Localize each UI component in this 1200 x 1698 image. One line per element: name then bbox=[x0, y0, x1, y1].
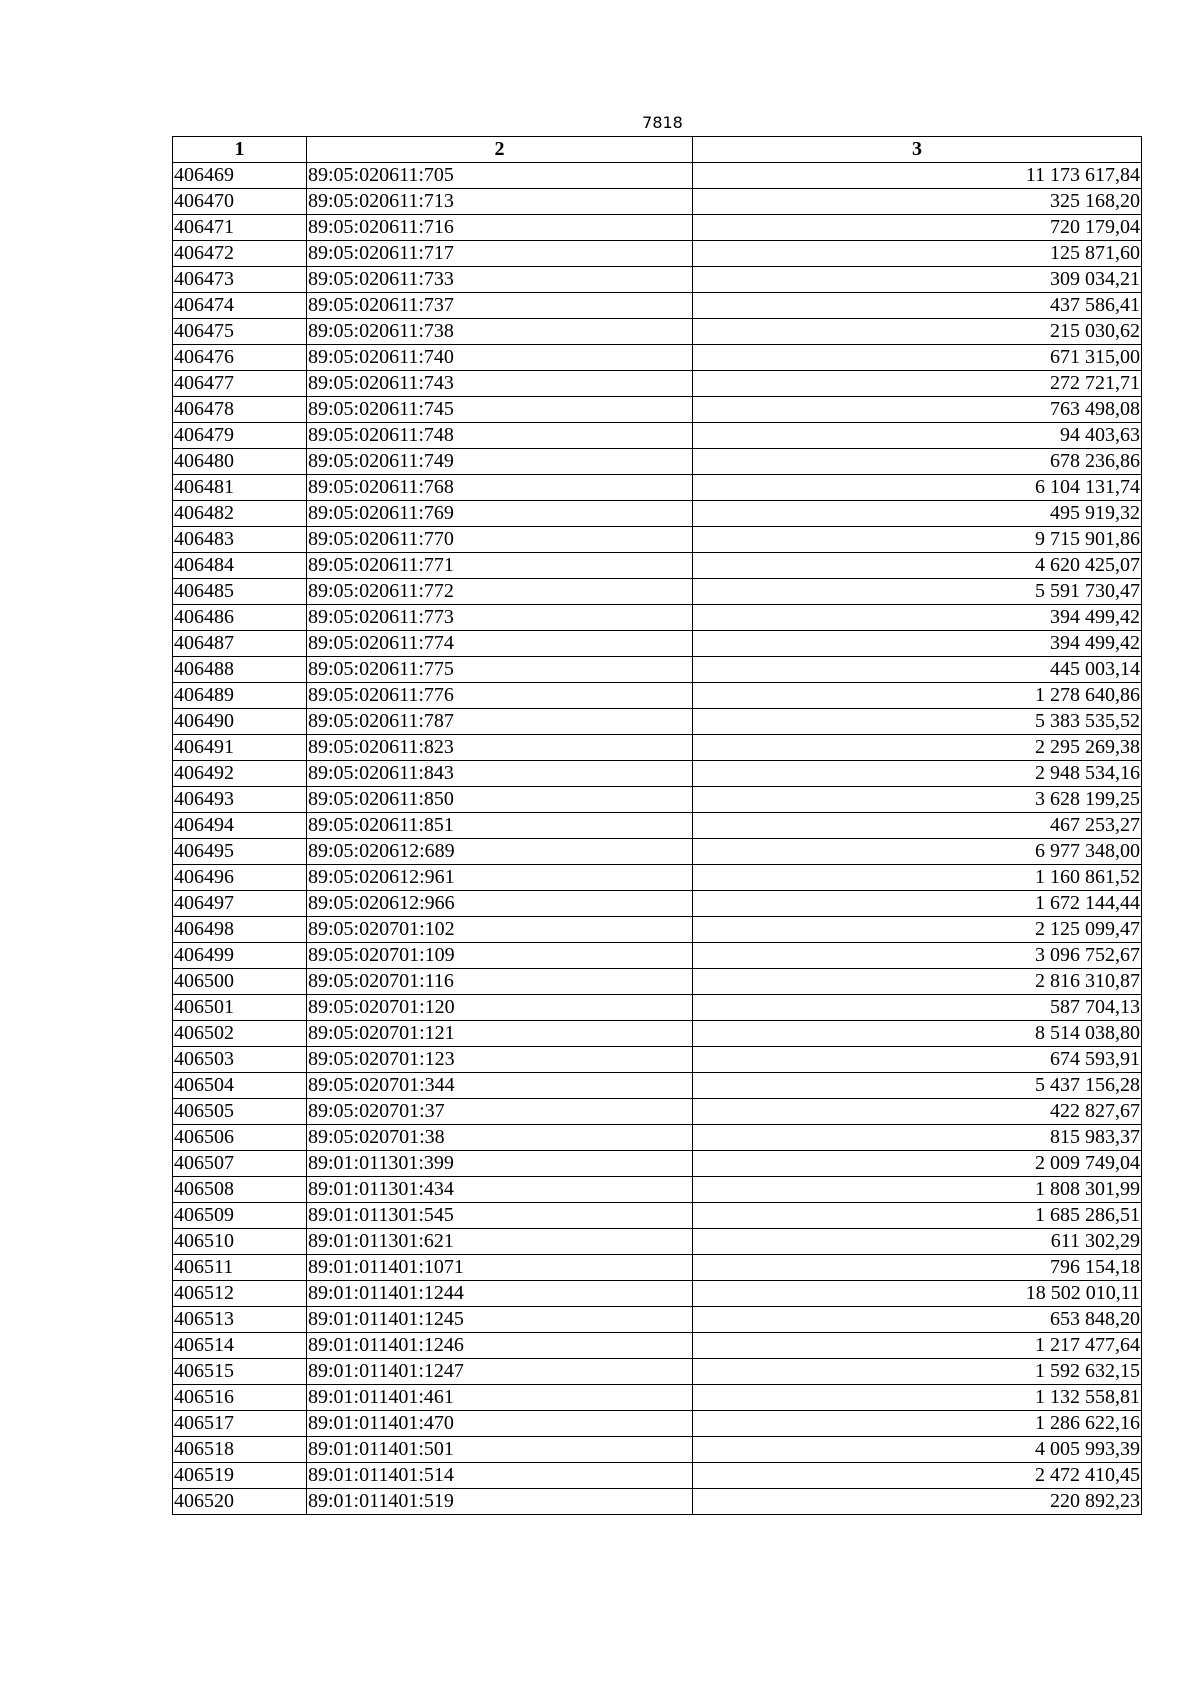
table-row bbox=[173, 683, 1142, 709]
cadastral-number-cell: 89:05:020611:749 bbox=[307, 449, 693, 475]
cadastral-number-cell: 89:05:020701:38 bbox=[307, 1125, 693, 1151]
cadastral-number-cell: 89:05:020611:773 bbox=[307, 605, 693, 631]
table-row bbox=[173, 1229, 1142, 1255]
cadastral-number-cell: 89:05:020611:740 bbox=[307, 345, 693, 371]
table-row bbox=[173, 1281, 1142, 1307]
value-cell: 1 286 622,16 bbox=[693, 1411, 1142, 1437]
cadastral-number-cell: 89:05:020611:738 bbox=[307, 319, 693, 345]
table-row bbox=[173, 865, 1142, 891]
row-number-cell: 406508 bbox=[173, 1177, 307, 1203]
value-cell: 495 919,32 bbox=[693, 501, 1142, 527]
cadastral-number-cell: 89:01:011301:434 bbox=[307, 1177, 693, 1203]
value-cell: 678 236,86 bbox=[693, 449, 1142, 475]
table-row bbox=[173, 293, 1142, 319]
value-cell: 2 816 310,87 bbox=[693, 969, 1142, 995]
value-cell: 2 295 269,38 bbox=[693, 735, 1142, 761]
value-cell: 720 179,04 bbox=[693, 215, 1142, 241]
row-number-cell: 406485 bbox=[173, 579, 307, 605]
row-number-cell: 406519 bbox=[173, 1463, 307, 1489]
value-cell: 674 593,91 bbox=[693, 1047, 1142, 1073]
cadastral-number-cell: 89:05:020611:772 bbox=[307, 579, 693, 605]
cadastral-number-cell: 89:01:011401:1071 bbox=[307, 1255, 693, 1281]
cadastral-number-cell: 89:05:020611:733 bbox=[307, 267, 693, 293]
row-number-cell: 406492 bbox=[173, 761, 307, 787]
table-row bbox=[173, 1099, 1142, 1125]
row-number-cell: 406476 bbox=[173, 345, 307, 371]
cadastral-number-cell: 89:05:020611:717 bbox=[307, 241, 693, 267]
value-cell: 1 278 640,86 bbox=[693, 683, 1142, 709]
table-row bbox=[173, 423, 1142, 449]
row-number-cell: 406486 bbox=[173, 605, 307, 631]
value-cell: 394 499,42 bbox=[693, 631, 1142, 657]
row-number-cell: 406471 bbox=[173, 215, 307, 241]
table-row bbox=[173, 1385, 1142, 1411]
table-row bbox=[173, 839, 1142, 865]
row-number-cell: 406496 bbox=[173, 865, 307, 891]
cadastral-number-cell: 89:05:020701:37 bbox=[307, 1099, 693, 1125]
table-row bbox=[173, 1307, 1142, 1333]
cadastral-number-cell: 89:05:020701:123 bbox=[307, 1047, 693, 1073]
cadastral-number-cell: 89:01:011401:514 bbox=[307, 1463, 693, 1489]
table-row bbox=[173, 943, 1142, 969]
cadastral-number-cell: 89:01:011301:545 bbox=[307, 1203, 693, 1229]
table-body bbox=[173, 163, 1142, 1515]
cadastral-number-cell: 89:01:011401:1245 bbox=[307, 1307, 693, 1333]
column-header-2: 2 bbox=[307, 137, 693, 163]
value-cell: 3 628 199,25 bbox=[693, 787, 1142, 813]
table-row bbox=[173, 1073, 1142, 1099]
cadastral-number-cell: 89:05:020701:116 bbox=[307, 969, 693, 995]
value-cell: 2 125 099,47 bbox=[693, 917, 1142, 943]
table-row bbox=[173, 397, 1142, 423]
row-number-cell: 406474 bbox=[173, 293, 307, 319]
cadastral-number-cell: 89:05:020611:770 bbox=[307, 527, 693, 553]
row-number-cell: 406494 bbox=[173, 813, 307, 839]
table-row bbox=[173, 891, 1142, 917]
row-number-cell: 406501 bbox=[173, 995, 307, 1021]
column-header-3: 3 bbox=[693, 137, 1142, 163]
cadastral-number-cell: 89:05:020611:743 bbox=[307, 371, 693, 397]
table-row bbox=[173, 1177, 1142, 1203]
value-cell: 325 168,20 bbox=[693, 189, 1142, 215]
row-number-cell: 406482 bbox=[173, 501, 307, 527]
value-cell: 1 132 558,81 bbox=[693, 1385, 1142, 1411]
row-number-cell: 406495 bbox=[173, 839, 307, 865]
table-row bbox=[173, 319, 1142, 345]
row-number-cell: 406513 bbox=[173, 1307, 307, 1333]
table-row bbox=[173, 553, 1142, 579]
table-row bbox=[173, 709, 1142, 735]
value-cell: 437 586,41 bbox=[693, 293, 1142, 319]
value-cell: 1 592 632,15 bbox=[693, 1359, 1142, 1385]
cadastral-number-cell: 89:01:011301:399 bbox=[307, 1151, 693, 1177]
value-cell: 9 715 901,86 bbox=[693, 527, 1142, 553]
value-cell: 394 499,42 bbox=[693, 605, 1142, 631]
row-number-cell: 406484 bbox=[173, 553, 307, 579]
cadastral-number-cell: 89:05:020611:775 bbox=[307, 657, 693, 683]
cadastral-number-cell: 89:05:020701:121 bbox=[307, 1021, 693, 1047]
value-cell: 1 685 286,51 bbox=[693, 1203, 1142, 1229]
table-row bbox=[173, 969, 1142, 995]
row-number-cell: 406479 bbox=[173, 423, 307, 449]
table-row bbox=[173, 371, 1142, 397]
cadastral-number-cell: 89:01:011401:519 bbox=[307, 1489, 693, 1515]
table-row bbox=[173, 917, 1142, 943]
table-row bbox=[173, 1359, 1142, 1385]
cadastral-number-cell: 89:05:020611:737 bbox=[307, 293, 693, 319]
value-cell: 2 472 410,45 bbox=[693, 1463, 1142, 1489]
cadastral-number-cell: 89:05:020611:748 bbox=[307, 423, 693, 449]
table-row bbox=[173, 605, 1142, 631]
table-row bbox=[173, 1047, 1142, 1073]
cadastral-number-cell: 89:01:011401:1247 bbox=[307, 1359, 693, 1385]
row-number-cell: 406473 bbox=[173, 267, 307, 293]
value-cell: 309 034,21 bbox=[693, 267, 1142, 293]
cadastral-number-cell: 89:01:011401:501 bbox=[307, 1437, 693, 1463]
row-number-cell: 406505 bbox=[173, 1099, 307, 1125]
value-cell: 763 498,08 bbox=[693, 397, 1142, 423]
table-row bbox=[173, 1151, 1142, 1177]
value-cell: 272 721,71 bbox=[693, 371, 1142, 397]
row-number-cell: 406509 bbox=[173, 1203, 307, 1229]
value-cell: 4 620 425,07 bbox=[693, 553, 1142, 579]
cadastral-number-cell: 89:05:020611:843 bbox=[307, 761, 693, 787]
value-cell: 5 437 156,28 bbox=[693, 1073, 1142, 1099]
column-header-1: 1 bbox=[173, 137, 307, 163]
row-number-cell: 406491 bbox=[173, 735, 307, 761]
row-number-cell: 406514 bbox=[173, 1333, 307, 1359]
table-row bbox=[173, 631, 1142, 657]
value-cell: 8 514 038,80 bbox=[693, 1021, 1142, 1047]
row-number-cell: 406503 bbox=[173, 1047, 307, 1073]
registry-table bbox=[172, 136, 1142, 1515]
table-row bbox=[173, 241, 1142, 267]
value-cell: 18 502 010,11 bbox=[693, 1281, 1142, 1307]
value-cell: 422 827,67 bbox=[693, 1099, 1142, 1125]
row-number-cell: 406472 bbox=[173, 241, 307, 267]
value-cell: 215 030,62 bbox=[693, 319, 1142, 345]
value-cell: 1 672 144,44 bbox=[693, 891, 1142, 917]
cadastral-number-cell: 89:01:011401:1246 bbox=[307, 1333, 693, 1359]
row-number-cell: 406497 bbox=[173, 891, 307, 917]
row-number-cell: 406507 bbox=[173, 1151, 307, 1177]
table-row bbox=[173, 1333, 1142, 1359]
value-cell: 3 096 752,67 bbox=[693, 943, 1142, 969]
table-row bbox=[173, 449, 1142, 475]
table-header bbox=[173, 137, 1142, 163]
row-number-cell: 406493 bbox=[173, 787, 307, 813]
cadastral-number-cell: 89:05:020612:689 bbox=[307, 839, 693, 865]
row-number-cell: 406502 bbox=[173, 1021, 307, 1047]
table-row bbox=[173, 579, 1142, 605]
row-number-cell: 406506 bbox=[173, 1125, 307, 1151]
table-row bbox=[173, 813, 1142, 839]
row-number-cell: 406490 bbox=[173, 709, 307, 735]
table-row bbox=[173, 189, 1142, 215]
cadastral-number-cell: 89:05:020701:102 bbox=[307, 917, 693, 943]
table-row bbox=[173, 345, 1142, 371]
table-row bbox=[173, 501, 1142, 527]
value-cell: 467 253,27 bbox=[693, 813, 1142, 839]
value-cell: 220 892,23 bbox=[693, 1489, 1142, 1515]
table-row bbox=[173, 163, 1142, 189]
table-row bbox=[173, 1021, 1142, 1047]
cadastral-number-cell: 89:05:020611:716 bbox=[307, 215, 693, 241]
row-number-cell: 406517 bbox=[173, 1411, 307, 1437]
row-number-cell: 406475 bbox=[173, 319, 307, 345]
value-cell: 94 403,63 bbox=[693, 423, 1142, 449]
row-number-cell: 406518 bbox=[173, 1437, 307, 1463]
row-number-cell: 406500 bbox=[173, 969, 307, 995]
row-number-cell: 406515 bbox=[173, 1359, 307, 1385]
header-row bbox=[173, 137, 1142, 163]
cadastral-number-cell: 89:05:020611:745 bbox=[307, 397, 693, 423]
cadastral-number-cell: 89:05:020611:823 bbox=[307, 735, 693, 761]
value-cell: 125 871,60 bbox=[693, 241, 1142, 267]
cadastral-number-cell: 89:05:020701:344 bbox=[307, 1073, 693, 1099]
table-row bbox=[173, 1411, 1142, 1437]
cadastral-number-cell: 89:05:020611:713 bbox=[307, 189, 693, 215]
table-row bbox=[173, 1489, 1142, 1515]
table-row bbox=[173, 735, 1142, 761]
cadastral-number-cell: 89:05:020611:774 bbox=[307, 631, 693, 657]
cadastral-number-cell: 89:05:020701:120 bbox=[307, 995, 693, 1021]
table-row bbox=[173, 761, 1142, 787]
row-number-cell: 406483 bbox=[173, 527, 307, 553]
cadastral-number-cell: 89:01:011401:470 bbox=[307, 1411, 693, 1437]
cadastral-number-cell: 89:05:020701:109 bbox=[307, 943, 693, 969]
cadastral-number-cell: 89:05:020611:705 bbox=[307, 163, 693, 189]
row-number-cell: 406499 bbox=[173, 943, 307, 969]
row-number-cell: 406489 bbox=[173, 683, 307, 709]
row-number-cell: 406477 bbox=[173, 371, 307, 397]
value-cell: 1 160 861,52 bbox=[693, 865, 1142, 891]
value-cell: 1 217 477,64 bbox=[693, 1333, 1142, 1359]
table-row bbox=[173, 1437, 1142, 1463]
value-cell: 796 154,18 bbox=[693, 1255, 1142, 1281]
value-cell: 5 383 535,52 bbox=[693, 709, 1142, 735]
cadastral-number-cell: 89:05:020611:769 bbox=[307, 501, 693, 527]
page-number: 7818 bbox=[642, 113, 683, 132]
value-cell: 671 315,00 bbox=[693, 345, 1142, 371]
row-number-cell: 406487 bbox=[173, 631, 307, 657]
row-number-cell: 406512 bbox=[173, 1281, 307, 1307]
value-cell: 2 009 749,04 bbox=[693, 1151, 1142, 1177]
table-row bbox=[173, 215, 1142, 241]
value-cell: 5 591 730,47 bbox=[693, 579, 1142, 605]
cadastral-number-cell: 89:05:020611:787 bbox=[307, 709, 693, 735]
row-number-cell: 406498 bbox=[173, 917, 307, 943]
row-number-cell: 406510 bbox=[173, 1229, 307, 1255]
row-number-cell: 406480 bbox=[173, 449, 307, 475]
cadastral-number-cell: 89:05:020611:850 bbox=[307, 787, 693, 813]
table-row bbox=[173, 787, 1142, 813]
value-cell: 6 977 348,00 bbox=[693, 839, 1142, 865]
cadastral-number-cell: 89:05:020611:768 bbox=[307, 475, 693, 501]
value-cell: 587 704,13 bbox=[693, 995, 1142, 1021]
value-cell: 815 983,37 bbox=[693, 1125, 1142, 1151]
cadastral-number-cell: 89:05:020611:851 bbox=[307, 813, 693, 839]
table-row bbox=[173, 1255, 1142, 1281]
table-row bbox=[173, 267, 1142, 293]
cadastral-number-cell: 89:01:011401:461 bbox=[307, 1385, 693, 1411]
row-number-cell: 406516 bbox=[173, 1385, 307, 1411]
row-number-cell: 406469 bbox=[173, 163, 307, 189]
value-cell: 11 173 617,84 bbox=[693, 163, 1142, 189]
value-cell: 1 808 301,99 bbox=[693, 1177, 1142, 1203]
row-number-cell: 406511 bbox=[173, 1255, 307, 1281]
value-cell: 611 302,29 bbox=[693, 1229, 1142, 1255]
row-number-cell: 406520 bbox=[173, 1489, 307, 1515]
table-row bbox=[173, 1203, 1142, 1229]
table-row bbox=[173, 995, 1142, 1021]
cadastral-number-cell: 89:05:020612:961 bbox=[307, 865, 693, 891]
table-row bbox=[173, 1125, 1142, 1151]
cadastral-number-cell: 89:01:011401:1244 bbox=[307, 1281, 693, 1307]
row-number-cell: 406470 bbox=[173, 189, 307, 215]
cadastral-number-cell: 89:05:020611:771 bbox=[307, 553, 693, 579]
value-cell: 653 848,20 bbox=[693, 1307, 1142, 1333]
row-number-cell: 406488 bbox=[173, 657, 307, 683]
row-number-cell: 406481 bbox=[173, 475, 307, 501]
table-row bbox=[173, 475, 1142, 501]
table-row bbox=[173, 1463, 1142, 1489]
row-number-cell: 406478 bbox=[173, 397, 307, 423]
cadastral-number-cell: 89:05:020612:966 bbox=[307, 891, 693, 917]
table-row bbox=[173, 657, 1142, 683]
value-cell: 445 003,14 bbox=[693, 657, 1142, 683]
row-number-cell: 406504 bbox=[173, 1073, 307, 1099]
table-row bbox=[173, 527, 1142, 553]
cadastral-number-cell: 89:01:011301:621 bbox=[307, 1229, 693, 1255]
value-cell: 4 005 993,39 bbox=[693, 1437, 1142, 1463]
value-cell: 2 948 534,16 bbox=[693, 761, 1142, 787]
cadastral-number-cell: 89:05:020611:776 bbox=[307, 683, 693, 709]
value-cell: 6 104 131,74 bbox=[693, 475, 1142, 501]
